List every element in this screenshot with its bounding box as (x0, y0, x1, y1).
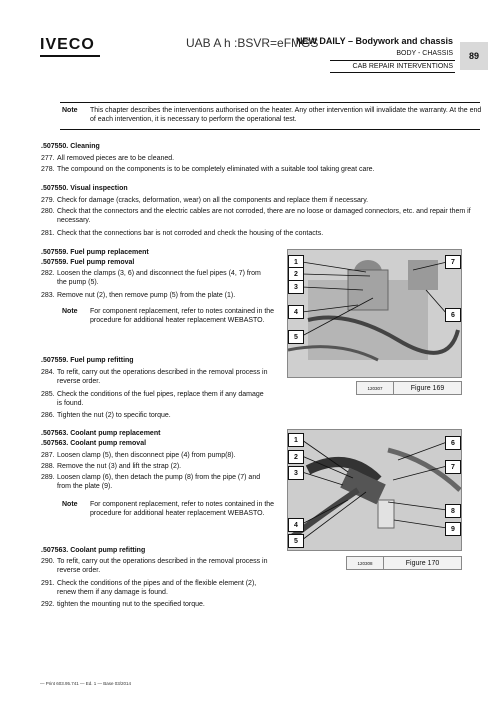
callout-3: 3 (288, 466, 304, 480)
list-item: 279. Check for damage (cracks, deformation, wear) on all the components and replace them if necessary. (41, 197, 369, 204)
section-title-visual: .507550. Visual inspection (41, 185, 128, 192)
page-footer: — Print 603.95.741 — Ed. 1 — Base 03/2014 (40, 681, 132, 686)
coolant-note-text: For component replacement, refer to notes contained in the procedure for additional heater replacement WEBASTO. (90, 501, 275, 517)
header-subtitle-1: BODY - CHASSIS (396, 50, 453, 57)
callout-8: 8 (445, 504, 461, 518)
callout-7: 7 (445, 460, 461, 474)
page-number: 89 (460, 42, 488, 70)
coolant-pump-illustration (288, 430, 461, 550)
section-title-fuel-removal: .507559. Fuel pump removal (41, 259, 135, 266)
list-item: 289. Loosen clamp (6), then detach the pump (8) from the pipe (7) and from the plate (9). (41, 474, 261, 490)
figure-170-photo (287, 429, 462, 551)
note-text: This chapter describes the interventions authorised on the heater. Any other intervention will invalidate the warranty. At the end of each intervention, it is necessary to perform the operational test. (90, 107, 482, 123)
callout-5: 5 (288, 534, 304, 548)
callout-4: 4 (288, 305, 304, 319)
list-item: 287. Loosen clamp (5), then disconnect pipe (4) from pump(8). (41, 452, 236, 459)
section-title-fuel-refitting: .507559. Fuel pump refitting (41, 357, 134, 364)
list-item: 286. Tighten the nut (2) to specific torque. (41, 412, 171, 419)
header-subtitle-2: CAB REPAIR INTERVENTIONS (352, 63, 453, 70)
section-title-coolant-refitting: .507563. Coolant pump refitting (41, 547, 146, 554)
section-title-coolant-replacement: .507563. Coolant pump replacement (41, 430, 161, 437)
list-item: 292. tighten the mounting nut to the specified torque. (41, 601, 205, 608)
section-title-cleaning: .507550. Cleaning (41, 143, 100, 150)
fuel-note-label: Note (62, 308, 78, 315)
callout-6: 6 (445, 308, 461, 322)
section-title-coolant-removal: .507563. Coolant pump removal (41, 440, 147, 447)
header-overlay-text: UAB A h :BSVR=eFMGS (186, 36, 319, 50)
callout-2: 2 (288, 267, 304, 281)
fuel-pump-illustration (288, 250, 461, 377)
callout-1: 1 (288, 255, 304, 269)
list-item: 283. Remove nut (2), then remove pump (5) from the plate (1). (41, 292, 236, 299)
list-item: 284. To refit, carry out the operations described in the removal process in reverse order. (41, 369, 268, 385)
fuel-note-text: For component replacement, refer to notes contained in the procedure for additional heater replacement WEBASTO. (90, 308, 275, 324)
callout-3: 3 (288, 280, 304, 294)
logo-underline (40, 55, 100, 57)
list-item: 278. The compound on the components is to be completely eliminated with a suitable tool taking great care. (41, 166, 375, 173)
callout-2: 2 (288, 450, 304, 464)
header-divider-2 (330, 72, 455, 73)
header-title: NEW DAILY – Bodywork and chassis (295, 36, 453, 46)
header-divider-1 (330, 60, 455, 61)
list-item: 282. Loosen the clamps (3, 6) and disconnect the fuel pipes (4, 7) from the pump (5). (41, 270, 261, 286)
callout-6: 6 (445, 436, 461, 450)
note-top-line (60, 102, 480, 103)
list-item: 281. Check that the connections bar is not corroded and check the housing of the contacts. (41, 230, 324, 237)
list-item: 290. To refit, carry out the operations described in the removal process in reverse order. (41, 558, 268, 574)
callout-9: 9 (445, 522, 461, 536)
figure-169-caption: Figure 169 (393, 381, 462, 395)
coolant-note-label: Note (62, 501, 78, 508)
list-item: 288. Remove the nut (3) and lift the strap (2). (41, 463, 182, 470)
note-label: Note (62, 107, 78, 114)
list-item: 291. Check the conditions of the pipes and of the flexible element (2), renew them if any damage is found. (41, 580, 257, 596)
callout-7: 7 (445, 255, 461, 269)
iveco-logo: IVECO (40, 36, 95, 53)
section-title-fuel-replacement: .507559. Fuel pump replacement (41, 249, 149, 256)
figure-169-photo (287, 249, 462, 378)
figure-170-caption: Figure 170 (383, 556, 462, 570)
figure-169-code: 120307 (356, 381, 394, 395)
note-bottom-line (60, 129, 480, 130)
callout-1: 1 (288, 433, 304, 447)
callout-4: 4 (288, 518, 304, 532)
callout-5: 5 (288, 330, 304, 344)
list-item: 277. All removed pieces are to be cleaned. (41, 155, 175, 162)
figure-170-code: 120308 (346, 556, 384, 570)
list-item: 285. Check the conditions of the fuel pipes, replace them if any damage is found. (41, 391, 264, 407)
list-item: 280. Check that the connectors and the electric cables are not corroded, there are no loose or damaged connectors, etc. and repair them if necessary. (41, 208, 471, 224)
